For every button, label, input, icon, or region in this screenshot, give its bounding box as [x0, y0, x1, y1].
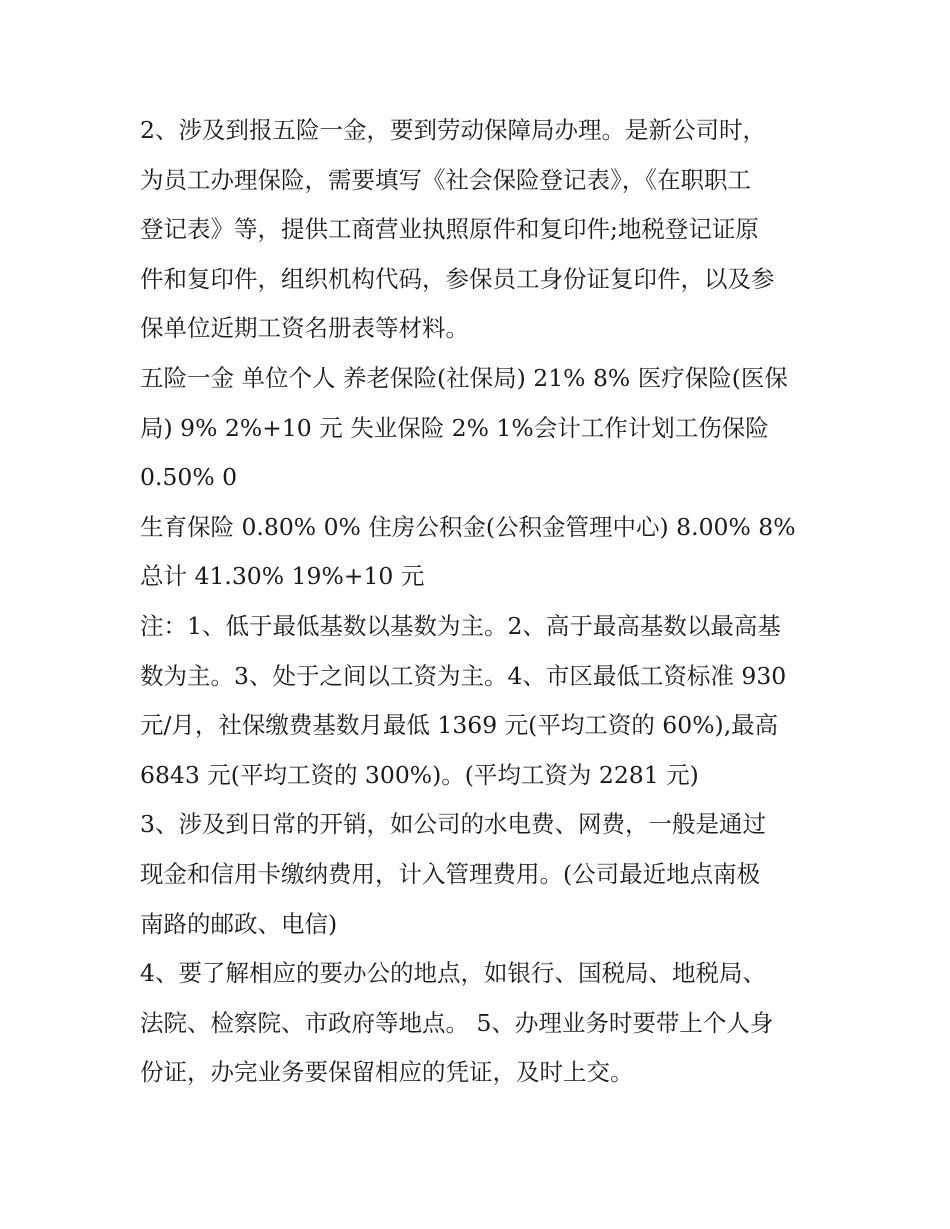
text-line: 现金和信用卡缴纳费用，计入管理费用。(公司最近地点南极: [140, 859, 761, 888]
text-line: 份证，办完业务要保留相应的凭证，及时上交。: [140, 1058, 634, 1087]
text-line: 4、要了解相应的要办公的地点，如银行、国税局、地税局、: [140, 959, 766, 988]
text-line: 总计 41.30% 19%+10 元: [140, 562, 425, 591]
text-line: 3、涉及到日常的开销，如公司的水电费、网费，一般是通过: [140, 810, 766, 839]
text-line: 件和复印件，组织机构代码，参保员工身份证复印件，以及参: [140, 264, 775, 293]
text-line: 2、涉及到报五险一金，要到劳动保障局办理。是新公司时，: [140, 116, 766, 144]
paragraph-total: [140, 552, 820, 602]
paragraph-rates: [140, 354, 820, 503]
text-line: 南路的邮政、电信): [140, 909, 338, 938]
paragraph-daily-expenses: [140, 800, 820, 949]
text-line: 五险一金 单位个人 养老保险(社保局) 21% 8% 医疗保险(医保: [140, 363, 788, 392]
text-line: 0.50% 0: [140, 463, 238, 492]
text-line: 局) 9% 2%+10 元 失业保险 2% 1%会计工作计划工伤保险: [140, 413, 769, 442]
paragraph-office-locations: [140, 949, 820, 1098]
paragraph-social-insurance: [140, 106, 820, 354]
paragraph-maternity-housing: [140, 503, 820, 553]
text-line: 数为主。3、处于之间以工资为主。4、市区最低工资标准 930: [140, 661, 787, 690]
paragraph-notes: [140, 602, 820, 800]
document-body: [140, 106, 820, 1098]
text-line: 法院、检察院、市政府等地点。 5、办理业务时要带上个人身: [140, 1008, 774, 1037]
text-line: 为员工办理保险，需要填写《社会保险登记表》，《在职职工: [140, 165, 751, 194]
text-line: 保单位近期工资名册表等材料。: [140, 314, 469, 343]
text-line: 生育保险 0.80% 0% 住房公积金(公积金管理中心) 8.00% 8%: [140, 512, 796, 541]
text-line: 6843 元(平均工资的 300%)。(平均工资为 2281 元): [140, 760, 699, 789]
text-line: 登记表》等，提供工商营业执照原件和复印件;地税登记证原: [140, 215, 759, 244]
text-line: 注：1、低于最低基数以基数为主。2、高于最高基数以最高基: [140, 611, 781, 640]
text-line: 元/月，社保缴费基数月最低 1369 元(平均工资的 60%),最高: [140, 711, 779, 740]
